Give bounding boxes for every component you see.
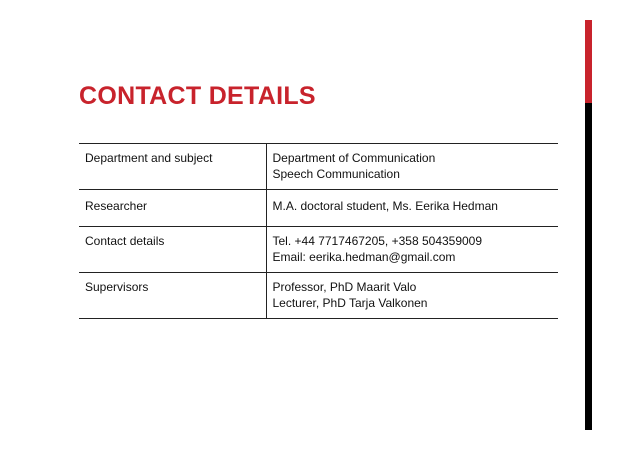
value-line: Professor, PhD Maarit Valo [272,280,417,294]
accent-bar-black [585,103,592,430]
row-value [266,190,558,227]
row-label: Researcher [79,190,266,227]
contact-details-table [79,143,558,319]
value-line: Lecturer, PhD Tarja Valkonen [272,296,428,310]
row-value [266,227,558,273]
value-line: M.A. doctoral student, Ms. Eerika Hedman [272,199,498,213]
row-label: Contact details [79,227,266,273]
table-row-researcher [79,190,558,227]
value-line: Department of Communication [272,151,436,165]
row-value [266,144,558,190]
email-line: Email: eerika.hedman@gmail.com [272,250,456,264]
row-label: Department and subject [79,144,266,190]
row-value [266,273,558,319]
table-row-contact-details [79,227,558,273]
value-line: Speech Communication [272,167,400,181]
accent-bar-red [585,20,592,103]
row-label: Supervisors [79,273,266,319]
table-row-supervisors [79,273,558,319]
table-row-department [79,144,558,190]
slide-title: CONTACT DETAILS [79,82,316,110]
value-line: Tel. +44 7717467205, +358 504359009 [272,234,483,248]
